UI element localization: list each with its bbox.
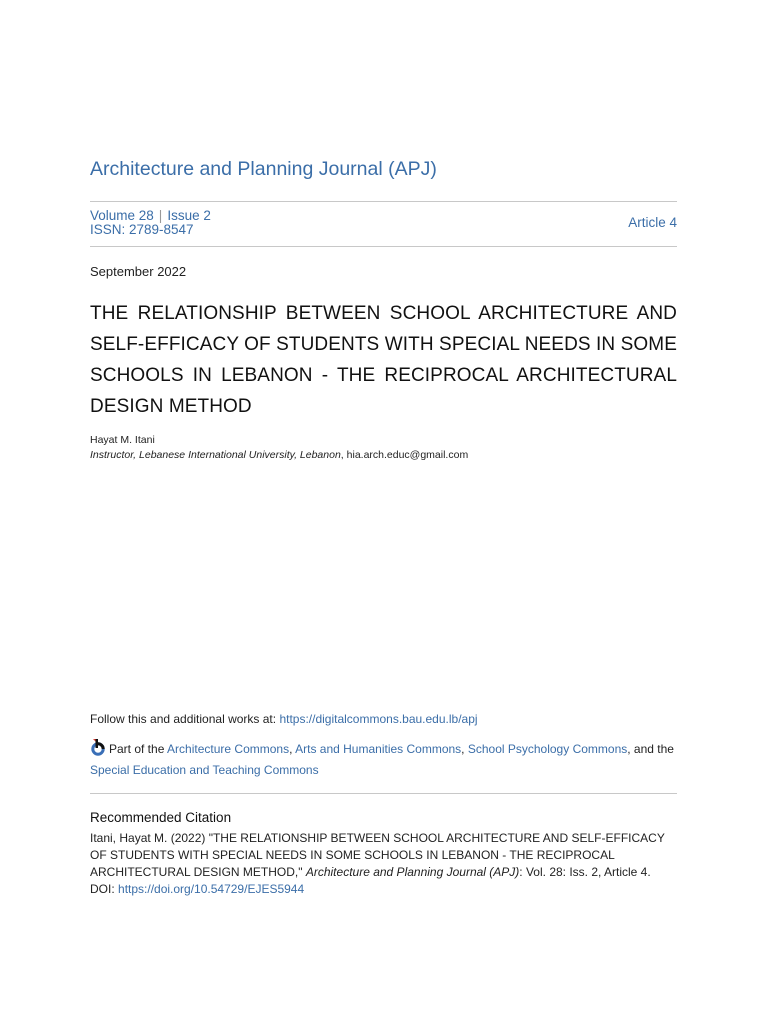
commons-link-arts-humanities[interactable]: Arts and Humanities Commons bbox=[295, 742, 462, 756]
part-of-commons bbox=[90, 738, 677, 781]
comma-separator: , bbox=[289, 742, 296, 756]
author-affiliation: Instructor, Lebanese International University, Lebanon bbox=[90, 449, 341, 461]
citation-volume: : Vol. 28: Iss. 2, Article 4. bbox=[519, 865, 651, 879]
commons-link-special-education[interactable]: Special Education and Teaching Commons bbox=[90, 763, 319, 777]
divider-middle bbox=[90, 246, 677, 247]
follow-line bbox=[90, 712, 677, 726]
author-name: Hayat M. Itani bbox=[90, 434, 155, 446]
volume-issue-block bbox=[90, 209, 677, 237]
citation-journal: Architecture and Planning Journal (APJ) bbox=[305, 865, 520, 879]
doi-label: DOI: bbox=[90, 882, 119, 896]
volume-issue-separator: | bbox=[158, 208, 163, 223]
citation-body: Itani, Hayat M. (2022) "THE RELATIONSHIP BETWEEN SCHOOL ARCHITECTURE AND SELF-EFFICACY OF STUDENTS WITH SPECIAL NEEDS IN SOME SCHOOLS IN LEBANON - THE RECIPROCAL ARCHITECTURAL DESIGN METHOD," bbox=[90, 831, 665, 879]
publication-date: September 2022 bbox=[90, 264, 187, 279]
article-number-link[interactable]: Article 4 bbox=[628, 215, 677, 230]
journal-title-link[interactable]: Architecture and Planning Journal (APJ) bbox=[90, 158, 437, 180]
doi-link[interactable]: https://doi.org/10.54729/EJES5944 bbox=[118, 882, 305, 896]
recommended-citation-heading: Recommended Citation bbox=[90, 810, 232, 825]
comma-separator: , bbox=[461, 742, 468, 756]
issn-text: ISSN: 2789-8547 bbox=[90, 222, 194, 237]
volume-link[interactable]: Volume 28 bbox=[90, 208, 154, 223]
commons-link-architecture[interactable]: Architecture Commons bbox=[167, 742, 290, 756]
part-of-prefix: Part of the bbox=[109, 742, 168, 756]
commons-link-school-psychology[interactable]: School Psychology Commons bbox=[467, 742, 628, 756]
divider-bottom bbox=[90, 793, 677, 794]
author-email[interactable]: hia.arch.educ@gmail.com bbox=[346, 449, 469, 461]
issue-link[interactable]: Issue 2 bbox=[167, 208, 211, 223]
divider-top bbox=[90, 201, 677, 202]
follow-url-link[interactable]: https://digitalcommons.bau.edu.lb/apj bbox=[279, 712, 478, 726]
bepress-icon bbox=[90, 738, 108, 756]
affiliation-comma: , bbox=[340, 449, 347, 461]
citation-text bbox=[90, 830, 677, 898]
paper-title: THE RELATIONSHIP BETWEEN SCHOOL ARCHITECTURE AND SELF-EFFICACY OF STUDENTS WITH SPECIAL NEEDS IN SOME SCHOOLS IN LEBANON - THE RECIPROCAL ARCHITECTURAL DESIGN METHOD bbox=[90, 303, 677, 417]
and-the-separator: , and the bbox=[627, 742, 674, 756]
follow-text: Follow this and additional works at: bbox=[90, 712, 280, 726]
author-affiliation-line bbox=[90, 449, 677, 461]
